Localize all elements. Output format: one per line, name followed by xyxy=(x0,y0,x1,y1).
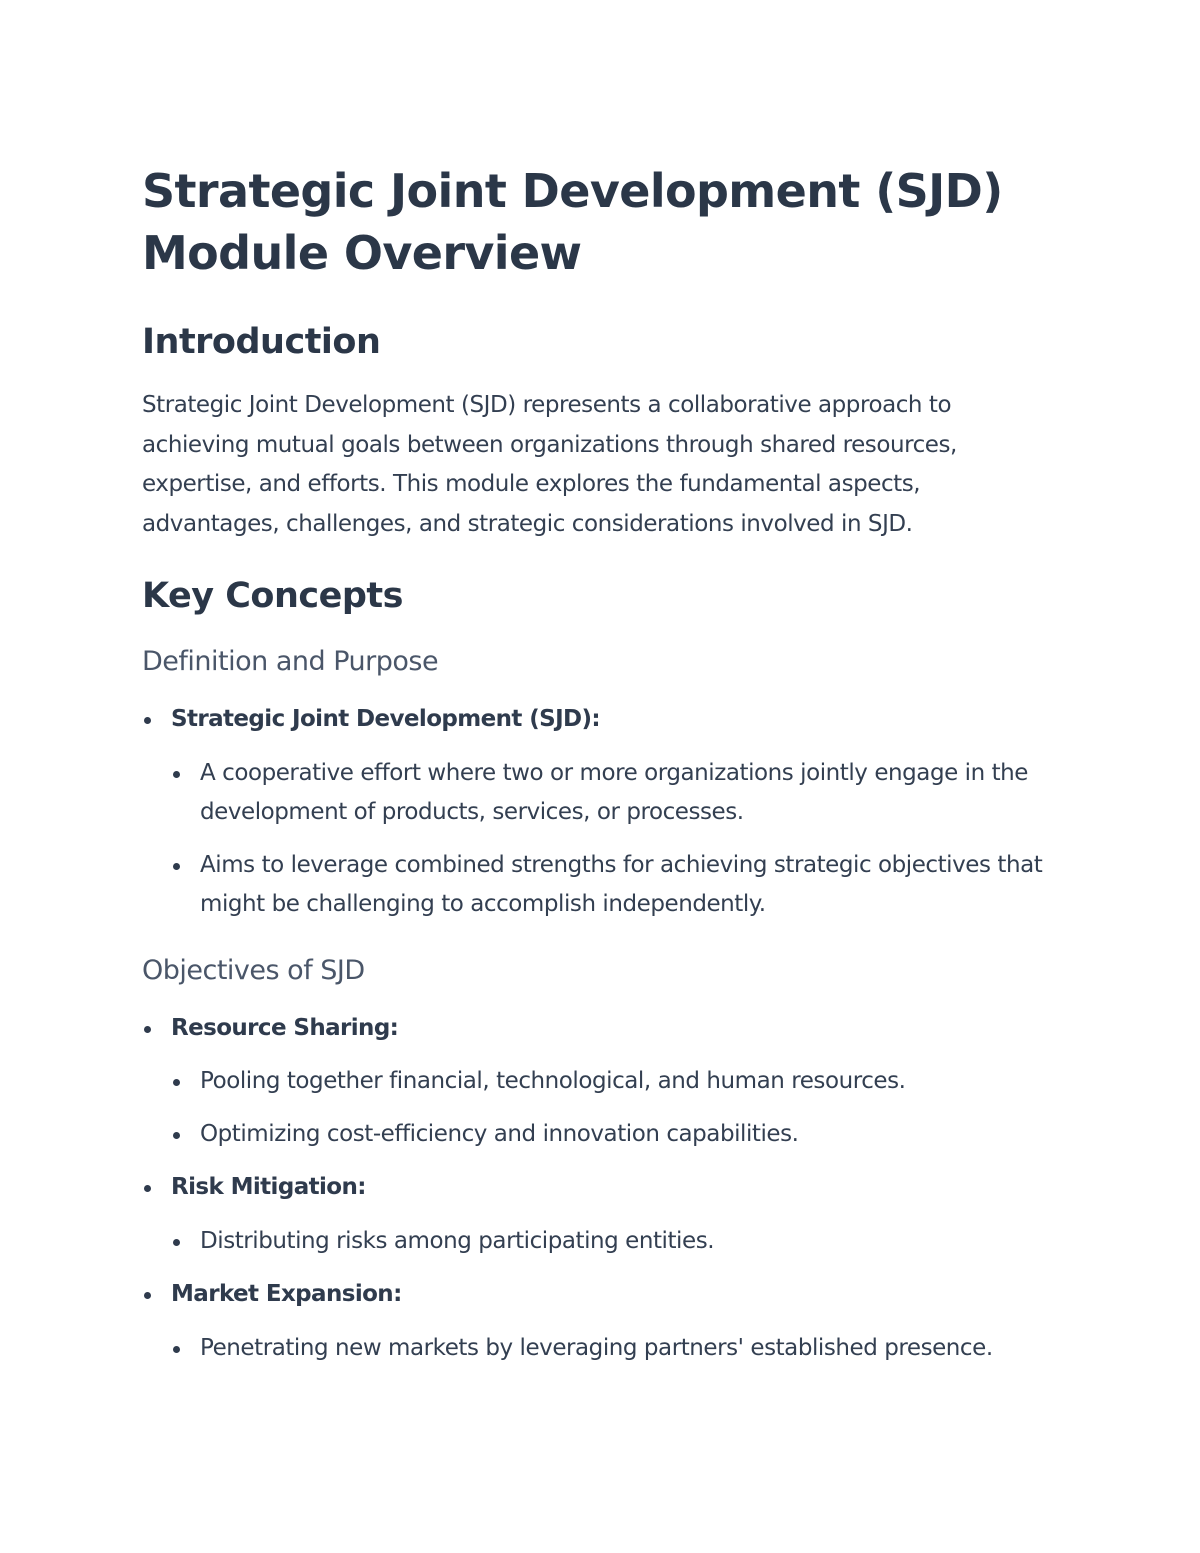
sub-list xyxy=(142,1222,1058,1262)
list-item xyxy=(142,700,1058,925)
bullet-icon xyxy=(173,1079,180,1086)
bullet-icon xyxy=(173,1346,180,1353)
bullet-icon xyxy=(173,863,180,870)
bullet-icon xyxy=(144,1292,151,1299)
page-title-line-1: Strategic Joint Development (SJD) xyxy=(142,164,1003,218)
list-item-term: Risk Mitigation: xyxy=(171,1174,366,1200)
definition-list xyxy=(142,700,1058,925)
list-item xyxy=(142,1168,1058,1261)
list-item xyxy=(142,1009,1058,1155)
sub-list-item-text: A cooperative effort where two or more organizations jointly engage in the development of products, services, or processes. xyxy=(200,759,1028,825)
bullet-icon xyxy=(173,1239,180,1246)
sub-list xyxy=(142,1329,1058,1369)
objectives-heading: Objectives of SJD xyxy=(142,954,365,986)
sub-list-item xyxy=(171,1222,1058,1262)
bullet-icon xyxy=(144,1185,151,1192)
sub-list-item xyxy=(171,846,1058,925)
sub-list-item-text: Optimizing cost-efficiency and innovation capabilities. xyxy=(200,1120,799,1147)
introduction-paragraph: Strategic Joint Development (SJD) represents a collaborative approach to achieving mutual goals between organizations through shared resources, expertise, and efforts. This module explores the fundamental aspects, advantages, challenges, and strategic considerations involved in SJD. xyxy=(142,392,957,537)
sub-list-item-text: Pooling together financial, technological, and human resources. xyxy=(200,1068,906,1094)
sub-list xyxy=(142,1062,1058,1154)
sub-list-item xyxy=(171,1115,1058,1155)
page-title xyxy=(142,160,1058,284)
bullet-icon xyxy=(144,1026,151,1033)
sub-list xyxy=(142,754,1058,925)
bullet-icon xyxy=(144,717,151,724)
bullet-icon xyxy=(173,771,180,778)
sub-list-item xyxy=(171,1329,1058,1369)
sub-list-item-text: Penetrating new markets by leveraging partners' established presence. xyxy=(200,1334,993,1361)
sub-list-item-text: Aims to leverage combined strengths for achieving strategic objectives that might be challenging to accomplish independently. xyxy=(200,851,1043,917)
list-item-term: Market Expansion: xyxy=(171,1281,402,1307)
definition-heading: Definition and Purpose xyxy=(142,646,439,677)
sub-list-item xyxy=(171,1062,1058,1102)
sub-list-item-text: Distributing risks among participating entities. xyxy=(200,1227,715,1254)
key-concepts-heading: Key Concepts xyxy=(142,576,403,616)
objectives-list xyxy=(142,1009,1058,1369)
list-item-term: Resource Sharing: xyxy=(171,1014,399,1041)
list-item-term: Strategic Joint Development (SJD): xyxy=(171,706,601,732)
page-title-line-2: Module Overview xyxy=(142,226,582,280)
bullet-icon xyxy=(173,1132,180,1139)
introduction-heading: Introduction xyxy=(142,322,381,362)
list-item xyxy=(142,1275,1058,1368)
sub-list-item xyxy=(171,754,1058,833)
